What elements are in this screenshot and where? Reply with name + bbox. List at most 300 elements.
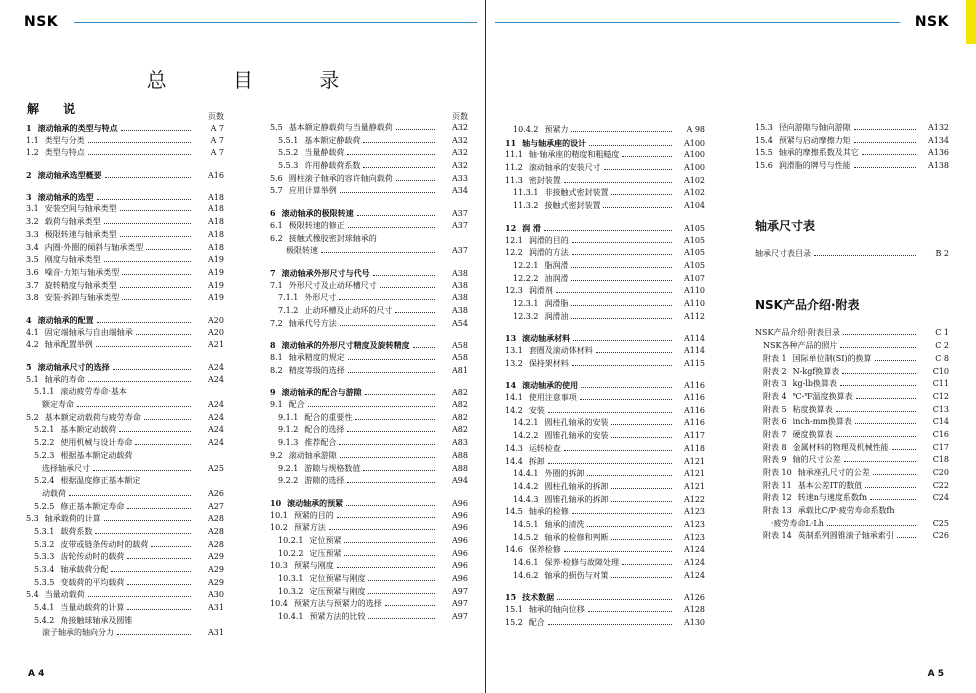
toc-entry-title: 安装 — [528, 405, 545, 415]
toc-entry-number: 14.5 — [505, 507, 523, 517]
toc-entry[interactable] — [26, 361, 224, 374]
toc-entry-number: 5.5.2 — [278, 148, 299, 158]
toc-entry-title: 保养检修 — [528, 545, 561, 555]
toc-entry[interactable] — [505, 617, 705, 630]
toc-entry-number: 5.2.1 — [34, 425, 55, 435]
toc-entry-page: A 7 — [210, 124, 224, 133]
toc-entry-title: 轴承的损伤与对策 — [544, 570, 609, 580]
toc-entry-page: A 7 — [210, 148, 224, 158]
toc-entry[interactable] — [270, 586, 468, 599]
toc-entry[interactable] — [505, 332, 705, 345]
toc-entry[interactable] — [505, 162, 705, 175]
dot-leader — [564, 551, 672, 552]
dot-leader — [146, 249, 191, 250]
toc-entry[interactable] — [26, 292, 224, 305]
toc-entry[interactable] — [26, 374, 224, 387]
dimension-tables-heading: 轴承尺寸表 — [755, 218, 816, 233]
toc-entry[interactable] — [26, 327, 224, 340]
dot-leader — [854, 142, 916, 143]
toc-entry-page: A38 — [452, 305, 468, 315]
dot-leader — [611, 437, 672, 438]
toc-entry-number: 5.3.2 — [34, 539, 55, 549]
dot-leader — [135, 444, 191, 445]
toc-entry[interactable] — [26, 169, 224, 182]
toc-entry-title: 轴的尺寸公差 — [792, 455, 841, 465]
toc-entry[interactable] — [26, 386, 224, 399]
toc-entry-number: 15 — [505, 592, 517, 603]
toc-entry[interactable] — [755, 429, 949, 442]
toc-entry[interactable] — [26, 615, 224, 628]
toc-entry[interactable] — [26, 526, 224, 539]
toc-entry-number: 5.1.1 — [34, 387, 55, 397]
toc-entry[interactable] — [270, 424, 468, 437]
toc-entry[interactable] — [505, 247, 705, 260]
toc-entry[interactable] — [505, 519, 705, 532]
toc-entry-page: A18 — [208, 217, 224, 227]
toc-entry[interactable] — [505, 200, 705, 213]
toc-entry-page: A134 — [927, 135, 949, 145]
dot-leader — [589, 145, 672, 146]
toc-entry-title: 轴承座孔尺寸的公差 — [797, 468, 870, 477]
toc-entry[interactable] — [26, 216, 224, 229]
toc-entry-number: 6.2 — [270, 233, 283, 243]
toc-entry[interactable] — [26, 577, 224, 590]
toc-entry[interactable] — [505, 392, 705, 405]
toc-entry[interactable] — [505, 557, 705, 570]
toc-entry[interactable] — [270, 185, 468, 198]
toc-entry-number: 5.3.1 — [34, 526, 55, 536]
toc-entry-number: 12.1 — [505, 235, 523, 245]
toc-entry-title: 修正基本额定寿命 — [60, 501, 125, 511]
dot-leader — [870, 499, 916, 500]
dot-leader — [836, 411, 916, 412]
toc-entry[interactable] — [270, 475, 468, 488]
dot-leader — [97, 322, 191, 323]
toc-entry-title: 定压预紧 — [309, 548, 342, 558]
toc-entry-page: A82 — [452, 400, 468, 410]
toc-entry[interactable] — [505, 345, 705, 358]
toc-entry[interactable] — [270, 280, 468, 293]
toc-entry[interactable] — [270, 497, 468, 510]
right-page — [487, 0, 976, 693]
toc-entry-number: 3.8 — [26, 293, 39, 303]
nsk-logo: NSK — [24, 14, 59, 30]
toc-entry-page: A104 — [683, 201, 705, 211]
left-page — [0, 0, 486, 693]
toc-entry-title: 轴承配置举例 — [44, 340, 93, 350]
toc-entry-title: 转速n与速度系数fn — [797, 493, 867, 503]
toc-entry[interactable] — [505, 137, 705, 150]
toc-entry[interactable] — [26, 267, 224, 280]
toc-entry[interactable] — [755, 530, 949, 543]
toc-entry[interactable] — [505, 285, 705, 298]
toc-entry-page: A82 — [452, 388, 468, 398]
toc-entry-number: 11.3.2 — [513, 201, 539, 211]
toc-entry-title: 载荷系数 — [60, 526, 93, 536]
toc-entry[interactable] — [755, 378, 949, 391]
toc-entry-page: A105 — [683, 260, 705, 270]
toc-entry[interactable] — [26, 203, 224, 216]
toc-entry[interactable] — [26, 501, 224, 514]
toc-entry-title: 当量静载荷 — [304, 148, 345, 158]
dot-leader — [573, 340, 672, 341]
toc-entry[interactable] — [505, 481, 705, 494]
dot-leader — [69, 495, 191, 496]
dot-leader — [873, 474, 916, 475]
toc-entry-title: 载荷与轴承类型 — [44, 217, 101, 227]
toc-entry[interactable] — [270, 573, 468, 586]
toc-entry[interactable] — [270, 318, 468, 331]
toc-entry[interactable] — [26, 314, 224, 327]
toc-entry-page: A96 — [452, 535, 468, 545]
toc-entry[interactable] — [755, 353, 949, 366]
toc-entry-page: A114 — [683, 334, 705, 344]
toc-entry[interactable] — [755, 480, 949, 493]
dot-leader — [121, 130, 191, 131]
toc-entry[interactable] — [505, 222, 705, 235]
toc-entry-page: A126 — [683, 593, 705, 603]
toc-entry-page: A19 — [208, 267, 224, 277]
toc-entry-page: A123 — [683, 532, 705, 542]
toc-entry[interactable] — [755, 327, 949, 340]
toc-entry[interactable] — [26, 122, 224, 135]
toc-entry-title: 轴承载荷的计算 — [44, 514, 101, 524]
dot-leader — [355, 419, 435, 420]
dot-leader — [144, 419, 191, 420]
toc-entry-page: A20 — [208, 327, 224, 337]
toc-entry-page: A100 — [683, 150, 705, 160]
dot-leader — [368, 618, 435, 619]
toc-entry[interactable] — [270, 245, 468, 258]
dot-leader — [548, 624, 672, 625]
toc-entry[interactable] — [505, 494, 705, 507]
toc-entry[interactable] — [755, 122, 949, 135]
toc-entry-title: 基本公差IT的数值 — [797, 480, 863, 490]
toc-entry[interactable] — [755, 416, 949, 429]
toc-entry-page: A96 — [452, 523, 468, 533]
toc-entry[interactable] — [270, 548, 468, 561]
toc-entry-title: 润滑脂 — [544, 298, 569, 308]
dot-leader — [111, 571, 191, 572]
toc-entry[interactable] — [26, 539, 224, 552]
toc-entry[interactable] — [26, 229, 224, 242]
toc-entry[interactable] — [270, 598, 468, 611]
toc-entry[interactable] — [270, 233, 468, 246]
toc-entry-number: 5.4 — [26, 590, 39, 600]
toc-entry[interactable] — [505, 235, 705, 248]
toc-entry[interactable] — [270, 510, 468, 523]
toc-entry-title: 变载荷的平均载荷 — [60, 577, 125, 587]
toc-entry[interactable] — [26, 280, 224, 293]
toc-entry-page: C 2 — [935, 341, 949, 351]
toc-entry-number: 3.4 — [26, 242, 39, 252]
toc-entry-number: 15.4 — [755, 135, 773, 145]
toc-entry-title: 游隙的选择 — [304, 476, 345, 486]
dot-leader — [840, 385, 916, 386]
toc-entry[interactable] — [505, 298, 705, 311]
dot-leader — [611, 424, 672, 425]
toc-entry-page: A96 — [452, 548, 468, 558]
toc-entry[interactable] — [26, 412, 224, 425]
dot-leader — [88, 142, 191, 143]
toc-entry-title: 滚动轴承的使用 — [522, 380, 579, 391]
toc-entry[interactable] — [755, 518, 949, 531]
toc-entry[interactable] — [270, 173, 468, 186]
toc-entry[interactable] — [755, 442, 949, 455]
toc-entry-page: B 2 — [935, 248, 949, 258]
toc-entry-number: 10.3.1 — [278, 574, 304, 583]
toc-entry[interactable] — [505, 149, 705, 162]
toc-entry[interactable] — [755, 492, 949, 505]
toc-entry[interactable] — [270, 399, 468, 412]
toc-entry[interactable] — [755, 404, 949, 417]
page-title: 总 目 录 — [146, 68, 370, 92]
toc-entry[interactable] — [755, 160, 949, 173]
toc-entry[interactable] — [26, 424, 224, 437]
toc-entry[interactable] — [270, 412, 468, 425]
toc-entry[interactable] — [755, 248, 949, 261]
toc-entry-title: 保养·检修与故障处理 — [544, 558, 619, 567]
toc-entry-title: 根据基本额定动载荷 — [60, 450, 133, 460]
toc-entry-number: 附表 4 — [763, 391, 787, 401]
toc-entry-number: 5.3.4 — [34, 565, 55, 574]
toc-entry[interactable] — [26, 551, 224, 564]
dot-leader — [840, 347, 916, 348]
toc-entry-title: 安装空间与轴承类型 — [44, 204, 117, 214]
toc-entry[interactable] — [270, 207, 468, 220]
toc-entry-number: 附表 7 — [763, 429, 787, 439]
toc-entry[interactable] — [755, 147, 949, 160]
toc-entry-title: 固定端轴承与自由端轴承 — [44, 327, 133, 337]
toc-entry[interactable] — [26, 147, 224, 160]
toc-entry-number: 15.1 — [505, 605, 523, 615]
toc-entry[interactable] — [26, 191, 224, 204]
toc-entry-page: A124 — [683, 570, 705, 580]
toc-entry[interactable] — [505, 175, 705, 188]
toc-entry-number: 3.6 — [26, 267, 39, 277]
toc-entry[interactable] — [270, 292, 468, 305]
toc-entry[interactable] — [505, 358, 705, 371]
toc-entry[interactable] — [270, 220, 468, 233]
toc-entry-page: A81 — [452, 365, 468, 375]
toc-entry-title: 技术数据 — [522, 592, 555, 603]
toc-entry[interactable] — [270, 463, 468, 476]
toc-entry-title: 轴承的检修和判断 — [544, 532, 609, 542]
toc-entry-title: 滚动轴承的外形尺寸精度及旋转精度 — [281, 340, 410, 351]
toc-entry-page: A124 — [683, 558, 705, 567]
toc-entry-page: C 1 — [935, 328, 949, 338]
toc-entry[interactable] — [270, 147, 468, 160]
toc-entry[interactable] — [270, 135, 468, 148]
toc-entry-title: 推荐配合 — [304, 438, 337, 448]
section-heading: 解 说 — [27, 102, 86, 116]
toc-entry-page: A37 — [452, 220, 468, 230]
toc-entry[interactable] — [270, 267, 468, 280]
toc-entry[interactable] — [505, 405, 705, 418]
toc-entry-number: 8 — [270, 340, 276, 351]
dot-leader — [105, 177, 191, 178]
toc-entry[interactable] — [26, 339, 224, 352]
product-appendix-heading: NSK产品介绍·附表 — [755, 298, 860, 313]
toc-entry-number: 1.1 — [26, 135, 39, 145]
toc-entry-number: 12.2.2 — [513, 273, 539, 283]
toc-entry-number: 10.4.1 — [278, 612, 304, 622]
toc-entry[interactable] — [270, 339, 468, 352]
toc-entry[interactable] — [26, 135, 224, 148]
toc-entry[interactable] — [505, 260, 705, 273]
toc-entry[interactable] — [505, 591, 705, 604]
toc-entry[interactable] — [26, 602, 224, 615]
toc-entry-page: A114 — [683, 346, 705, 355]
toc-entry-page: A105 — [683, 235, 705, 245]
toc-entry[interactable] — [26, 589, 224, 602]
dot-leader — [611, 539, 672, 540]
toc-entry-title: NSK产品介绍·附表目录 — [755, 328, 840, 338]
toc-entry[interactable] — [755, 467, 949, 480]
toc-entry[interactable] — [505, 604, 705, 617]
toc-entry-number: 14.2 — [505, 405, 523, 415]
toc-entry[interactable] — [26, 475, 224, 488]
dot-leader — [611, 501, 672, 502]
toc-entry-title: 轴承载荷分配 — [60, 565, 109, 574]
dot-leader — [344, 542, 435, 543]
toc-entry-number: 4.1 — [26, 327, 39, 337]
toc-entry-title: 圆锥孔轴承的拆卸 — [544, 494, 609, 504]
toc-entry[interactable] — [505, 468, 705, 481]
toc-entry-title: 应用计算举例 — [288, 186, 337, 196]
toc-entry[interactable] — [270, 522, 468, 535]
toc-entry[interactable] — [26, 399, 224, 412]
toc-entry[interactable] — [270, 352, 468, 365]
dot-leader — [119, 431, 191, 432]
toc-entry[interactable] — [26, 564, 224, 577]
toc-entry-number: 9.1.1 — [278, 412, 299, 422]
toc-entry-page: A105 — [683, 248, 705, 258]
toc-entry-page: A28 — [208, 526, 224, 536]
toc-entry-title: 轴承的寿命 — [44, 374, 85, 384]
toc-entry-number: 15.3 — [755, 123, 773, 132]
dot-leader — [564, 450, 672, 451]
toc-entry-number: 7.1 — [270, 280, 283, 290]
dot-leader — [588, 611, 672, 612]
toc-entry-number: 1.2 — [26, 148, 39, 158]
toc-entry-page: C14 — [932, 417, 949, 427]
toc-entry[interactable] — [505, 544, 705, 557]
toc-entry-page: A116 — [683, 405, 705, 415]
toc-entry-number: 13.2 — [505, 358, 523, 368]
toc-entry-title: 接触式橡胶密封球轴承的 — [288, 233, 377, 243]
toc-column-3 — [505, 124, 705, 629]
toc-entry[interactable] — [505, 311, 705, 324]
toc-entry-title: 轴承尺寸表目录 — [755, 248, 811, 258]
toc-entry-number: 11.2 — [505, 163, 523, 173]
toc-entry[interactable] — [26, 627, 224, 640]
toc-entry[interactable] — [505, 456, 705, 469]
toc-entry[interactable] — [270, 437, 468, 450]
dot-leader — [117, 634, 191, 635]
toc-entry-page: A82 — [452, 425, 468, 435]
dot-leader — [357, 215, 435, 216]
dot-leader — [340, 457, 435, 458]
dot-leader — [93, 470, 191, 471]
dot-leader — [622, 156, 672, 157]
toc-entry[interactable] — [26, 242, 224, 255]
toc-entry[interactable] — [270, 122, 468, 135]
toc-entry-number: 9.1 — [270, 400, 283, 410]
toc-entry[interactable] — [270, 450, 468, 463]
toc-entry-number: 7.1.1 — [278, 293, 299, 303]
toc-entry-number: 14.6.1 — [513, 558, 539, 567]
toc-entry-number: 10.2.1 — [278, 535, 304, 545]
toc-entry-title: 滚动轴承尺寸的选择 — [37, 362, 110, 372]
toc-entry-title: 止动环槽及止动环的尺寸 — [304, 305, 393, 315]
toc-entry-number: 附表 3 — [763, 379, 787, 389]
toc-entry[interactable] — [505, 273, 705, 286]
toc-entry[interactable] — [270, 386, 468, 399]
toc-entry[interactable] — [26, 513, 224, 526]
dot-leader — [571, 131, 672, 132]
toc-entry[interactable] — [270, 365, 468, 378]
toc-entry[interactable] — [755, 135, 949, 148]
toc-entry[interactable] — [505, 443, 705, 456]
toc-entry[interactable] — [505, 430, 705, 443]
dot-leader — [564, 182, 672, 183]
toc-entry[interactable] — [270, 611, 468, 624]
toc-entry-number: 5.2 — [26, 412, 39, 422]
toc-entry-number: 5.3.3 — [34, 552, 55, 562]
toc-entry[interactable] — [26, 488, 224, 501]
toc-entry-number: 12.3 — [505, 286, 523, 296]
toc-entry[interactable] — [755, 505, 949, 518]
toc-entry-title: 粘度换算表 — [792, 404, 833, 414]
toc-entry[interactable] — [26, 450, 224, 463]
toc-entry-page: A107 — [683, 273, 705, 283]
toc-entry[interactable] — [270, 560, 468, 573]
toc-entry[interactable] — [505, 532, 705, 545]
toc-entry[interactable] — [505, 379, 705, 392]
toc-entry-number: 12.2 — [505, 248, 523, 258]
toc-entry[interactable] — [755, 454, 949, 467]
toc-entry-number: 14.6 — [505, 545, 523, 555]
toc-entry[interactable] — [755, 366, 949, 379]
toc-entry-title: 类型与特点 — [44, 148, 85, 158]
toc-entry[interactable] — [505, 187, 705, 200]
toc-entry-number: 12.3.2 — [513, 311, 539, 321]
toc-entry-page: A138 — [927, 161, 949, 171]
toc-entry[interactable] — [26, 437, 224, 450]
toc-entry-number: 5.2.2 — [34, 438, 55, 448]
toc-entry-page: A115 — [683, 358, 705, 368]
toc-column-1 — [26, 111, 224, 640]
dot-leader — [347, 482, 435, 483]
toc-entry-page: C24 — [932, 493, 949, 503]
dot-leader — [544, 230, 672, 231]
toc-entry[interactable] — [755, 340, 949, 353]
toc-entry[interactable] — [270, 535, 468, 548]
toc-entry-number: 5.3 — [26, 514, 39, 524]
dot-leader — [97, 199, 191, 200]
toc-entry[interactable] — [755, 391, 949, 404]
toc-entry[interactable] — [26, 463, 224, 476]
toc-entry[interactable] — [505, 570, 705, 583]
toc-entry[interactable] — [505, 124, 705, 137]
toc-entry[interactable] — [505, 417, 705, 430]
toc-entry[interactable] — [270, 305, 468, 318]
toc-entry[interactable] — [505, 506, 705, 519]
toc-entry-page: C11 — [932, 379, 949, 389]
toc-entry[interactable] — [26, 254, 224, 267]
toc-entry[interactable] — [270, 160, 468, 173]
